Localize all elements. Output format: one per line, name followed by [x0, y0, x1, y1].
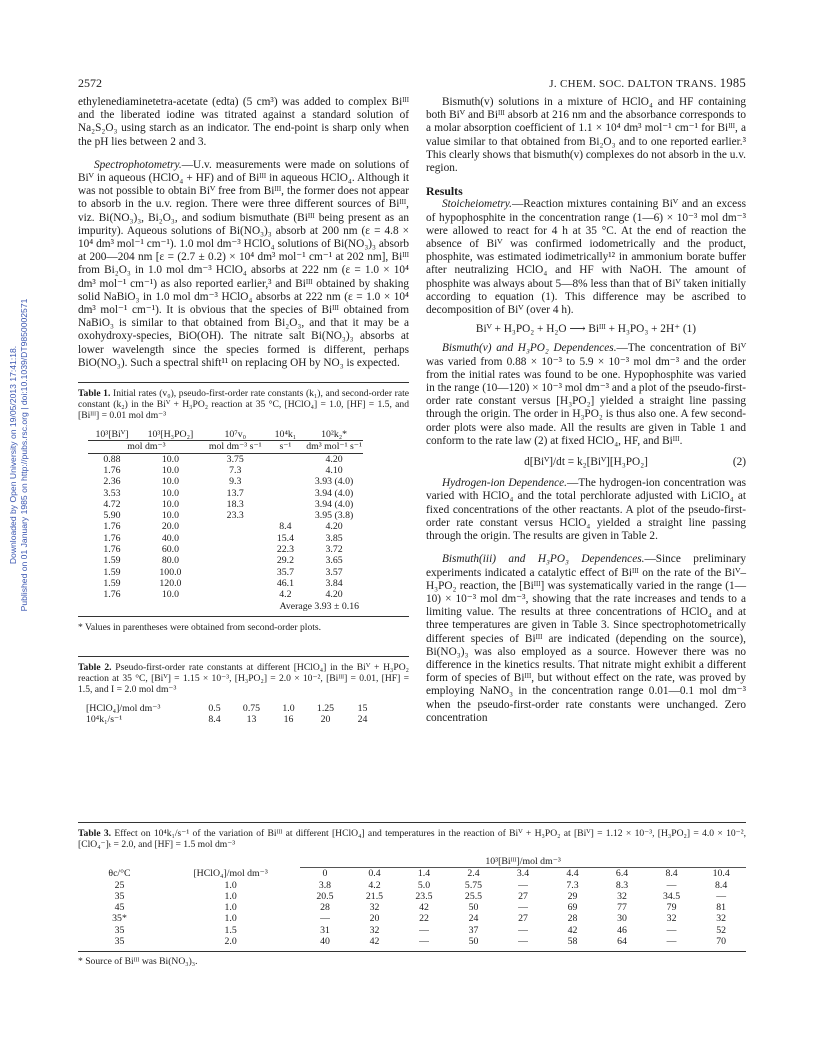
- table3-row-cell: 70: [716, 936, 727, 948]
- table3-row-cell: 35: [114, 936, 125, 948]
- table3-row-cell: 1.0: [224, 913, 237, 925]
- table1-row-cell: 3.57: [325, 566, 343, 578]
- table3-bi-header: 0.4: [350, 868, 400, 880]
- table1-row: [88, 488, 363, 499]
- table1-row-cell: 1.59: [103, 566, 121, 578]
- table1-row-cell: 7.3: [229, 464, 242, 476]
- table3-row-cell: —: [518, 924, 528, 936]
- table3-row-cell: 35: [114, 890, 125, 902]
- right-column: [426, 96, 746, 725]
- results-heading: Results: [426, 184, 463, 199]
- table1-row-cell: 3.85: [325, 532, 343, 544]
- table3-bi-header: 3.4: [498, 868, 548, 880]
- table3-row-cell: 25: [114, 879, 125, 891]
- table2-cell: 20: [320, 714, 331, 726]
- table2-caption: Table 2. Pseudo-first-order rate constants at different [HClO₄] in the Biⱽ + H₃PO₂ reaction at 35 °C, [Biⱽ] = 1.15 × 10⁻³, [H₃PO₂] = 2.0 × 10⁻², [Biᴵᴵᴵ] = 0.01, [HF] = 1.5, and I = 2.0 mol dm⁻³: [78, 662, 409, 696]
- table3-row-cell: 35*: [112, 913, 127, 925]
- table3-row-cell: 42: [419, 902, 429, 914]
- table1-row-cell: [205, 544, 266, 555]
- table3-row-cell: 28: [567, 913, 578, 925]
- table3-row-cell: —: [419, 936, 429, 948]
- table3-row-cell: 20: [369, 913, 380, 925]
- table1-row-cell: 3.94 (4.0): [314, 487, 354, 499]
- table3-bi-header: 0: [300, 868, 350, 880]
- table3-row-cell: 45: [114, 902, 125, 914]
- table3-row-cell: 40: [320, 936, 330, 948]
- table1-row-cell: 46.1: [276, 577, 294, 589]
- table3-row-cell: —: [518, 936, 528, 948]
- table3-row-cell: 29: [567, 890, 578, 902]
- page-number: 2572: [78, 76, 102, 90]
- table3-row-cell: 7.3: [566, 879, 579, 891]
- page-header: [78, 76, 746, 92]
- table3-row-cell: —: [320, 913, 330, 925]
- table3-row-cell: 8.4: [715, 879, 728, 891]
- table1: [88, 429, 363, 612]
- table3-row-cell: 77: [617, 902, 627, 914]
- table3-row-cell: 32: [666, 913, 677, 925]
- table1-row: [88, 510, 363, 521]
- section-heading: Spectrophotometry.: [94, 158, 182, 171]
- table3-row-cell: 52: [716, 924, 727, 936]
- table3-row-cell: 32: [369, 924, 380, 936]
- left-column: [78, 96, 409, 726]
- table1-row: [88, 453, 363, 465]
- table3-row: [78, 891, 746, 902]
- table1-row-cell: 120.0: [159, 577, 182, 589]
- table1-row-cell: 3.75: [226, 453, 244, 465]
- table1-row-cell: 1.76: [103, 544, 121, 556]
- table3-row-cell: 4.2: [368, 879, 381, 891]
- table1-header: 10²k₂*: [321, 429, 348, 441]
- table1-row-cell: 23.3: [226, 510, 244, 522]
- journal-name: J. CHEM. SOC. DALTON TRANS.: [549, 78, 717, 90]
- table3-row-cell: 2.0: [224, 936, 237, 948]
- table1-row-cell: 3.65: [325, 555, 343, 567]
- table1-row: [88, 465, 363, 476]
- table3-row-cell: 50: [468, 902, 479, 914]
- table3-row-cell: 79: [666, 902, 677, 914]
- table3-block: [78, 822, 746, 967]
- table1-row-cell: 0.88: [103, 453, 121, 465]
- table1-row-cell: 3.95 (3.8): [314, 510, 354, 522]
- table3-row-cell: 23.5: [415, 890, 433, 902]
- table3-row-cell: 5.75: [464, 879, 483, 891]
- table3-bi-header: 10.4: [696, 868, 746, 880]
- table3-row-cell: 35: [114, 924, 125, 936]
- table1-unit-row: [88, 441, 363, 453]
- table1-row-cell: [266, 488, 306, 499]
- table1-row: [88, 521, 363, 532]
- table3-row-cell: 3.8: [318, 879, 332, 891]
- equation-2: d[Biⱽ]/dt = k₂[Biⱽ][H₃PO₂] (2): [524, 456, 746, 469]
- table2-row: [86, 703, 381, 714]
- table1-unit: dm³ mol⁻¹ s⁻¹: [306, 441, 362, 453]
- table1-row-cell: 10.0: [161, 487, 179, 499]
- table3-bi-header: 1.4: [399, 868, 449, 880]
- table3-bi-header: 6.4: [597, 868, 647, 880]
- hydrogen-ion-paragraph: Hydrogen-ion Dependence.—The hydrogen-ion concentration was varied with HClO₄ and the total perchlorate adjusted with LiClO₄ at fixed concentrations of the other reactants. A plot of the pseudo-first-order rate constant versus HClO₄ yielded a straight line passing through the origin. The results are given in Table 2.: [426, 477, 746, 543]
- table3-row-cell: 31: [320, 924, 330, 936]
- table3-caption: Table 3. Effect on 10⁴k₁/s⁻¹ of the variation of Biᴵᴵᴵ at different [HClO₄] and temperatures in the reaction of Biⱽ + H₃PO₂ at [Biⱽ] = 1.12 × 10⁻³, [H₃PO₂] = 4.0 × 10⁻², [ClO₄⁻]ₜ = 2.0, and [HF] = 1.5 mol dm⁻³: [78, 828, 747, 850]
- table2: [86, 703, 381, 726]
- download-sidebar: [4, 250, 30, 650]
- table3-row-cell: 50: [468, 936, 479, 948]
- table1-row-cell: 1.76: [103, 521, 121, 533]
- table1-row-cell: 22.3: [276, 544, 294, 556]
- table2-row: [86, 714, 381, 725]
- table3-span-header: 10³[Biᴵᴵᴵ]/mol dm⁻³: [485, 856, 561, 867]
- table3-row-cell: 1.5: [224, 924, 237, 936]
- table1-header: 10⁴k₁: [274, 429, 297, 441]
- table3-footnote: * Source of Biᴵᴵᴵ was Bi(NO₃)₃.: [78, 956, 198, 968]
- table1-unit: mol dm⁻³ s⁻¹: [205, 441, 266, 453]
- table1-row-cell: 3.93 (4.0): [314, 476, 354, 488]
- table1-row: [88, 578, 363, 589]
- table3-row-cell: —: [518, 902, 528, 914]
- table3-row-cell: 28: [320, 902, 330, 914]
- table1-row-cell: 3.94 (4.0): [314, 498, 354, 510]
- table1-row-cell: 4.10: [325, 464, 343, 476]
- table1-row-cell: 8.4: [279, 521, 292, 533]
- table1-row: [88, 589, 363, 600]
- table3-row-cell: —: [666, 936, 677, 948]
- table3-row-cell: 64: [617, 936, 627, 948]
- table1-unit: mol dm⁻³: [88, 441, 205, 453]
- table3-row-cell: —: [666, 924, 677, 936]
- table1-row-cell: [205, 578, 266, 589]
- table1-row-cell: 4.20: [325, 453, 343, 465]
- table3: [78, 856, 746, 947]
- table1-row-cell: 60.0: [161, 544, 179, 556]
- table3-row-cell: —: [419, 924, 429, 936]
- table2-cell: 8.4: [208, 714, 221, 726]
- table3-bi-header: 4.4: [548, 868, 598, 880]
- equation-2-number: (2): [732, 456, 746, 469]
- table1-row-cell: 1.76: [103, 532, 121, 544]
- table1-row-cell: 9.3: [229, 476, 242, 488]
- table3-row-cell: 69: [567, 902, 578, 914]
- table1-row: [88, 499, 363, 510]
- table3-row-cell: 25.5: [464, 890, 483, 902]
- table3-row-cell: 24: [468, 913, 479, 925]
- table1-row-cell: 20.0: [161, 521, 179, 533]
- journal-header: [549, 76, 746, 91]
- table3-row-cell: 30: [617, 913, 627, 925]
- table2-cell: 24: [357, 714, 368, 726]
- stoicheiometry-paragraph: Stoicheiometry.—Reaction mixtures containing Biⱽ and an excess of hypophosphite in the concentration range (1—6) × 10⁻³ mol dm⁻³ were allowed to react for 4 h at 35 °C. At the end of reaction the absence of Biⱽ was confirmed iodometrically and the product, phosphite, was estimated iodimetrically¹² in ammonium borate buffer after neutralizing HClO₄ and HF with NaOH. The amount of phosphite was always about 5—8% less than that of Biⱽ taken initially according to equation (1). This difference may be ascribed to decomposition of Biⱽ (over 4 h).: [426, 198, 746, 317]
- left-paragraph-1: ethylenediaminetetra-acetate (edta) (5 cm³) was added to complex Biᴵᴵᴵ and the liberated iodine was titrated against a standard solution of Na₂S₂O₃ using starch as an indicator. The end-point is sharp only when the pH lies between 2 and 3.: [78, 96, 409, 148]
- table1-row-cell: 13.7: [226, 487, 244, 499]
- table1-row-cell: [205, 533, 266, 544]
- table3-row-cell: 46: [617, 924, 627, 936]
- table1-row-cell: [205, 555, 266, 566]
- table1-row-cell: 10.0: [161, 498, 179, 510]
- download-notice: Downloaded by Open University on 19/05/2013 17:41:18.: [8, 345, 18, 565]
- table3-row-cell: 27: [518, 890, 528, 902]
- table1-row-cell: 4.2: [279, 589, 292, 601]
- table1-row-cell: 1.59: [103, 577, 121, 589]
- table1-row-cell: 2.36: [103, 476, 121, 488]
- table1-row-cell: 10.0: [161, 464, 179, 476]
- table3-row-cell: 42: [369, 936, 380, 948]
- table2-cell: 0.5: [208, 703, 221, 715]
- publication-notice-link[interactable]: Published on 01 January 1985 on http://pubs.rsc.org | doi:10.1039/DT9850002571: [19, 298, 29, 612]
- table1-row-cell: 4.20: [325, 589, 343, 601]
- table3-bi-header: 8.4: [647, 868, 697, 880]
- table1-header-row: [88, 429, 363, 441]
- table3-row-cell: 22: [419, 913, 429, 925]
- table2-cell: 0.75: [242, 703, 261, 715]
- table1-row-cell: [266, 499, 306, 510]
- table1-row-cell: 40.0: [161, 532, 179, 544]
- table1-row-cell: [266, 453, 306, 465]
- table2-cell: 15: [357, 703, 368, 715]
- table1-caption: Table 1. Initial rates (v₀), pseudo-first-order rate constants (k₁), and second-order rate constant (k₂) in the Biⱽ + H₃PO₂ reaction at 35 °C, [HClO₄] = 1.0, [HF] = 1.5, and [Biᴵᴵᴵ] = 0.01 mol dm⁻³: [78, 388, 409, 422]
- table1-row-cell: 1.76: [103, 464, 121, 476]
- table3-row-cell: 5.0: [417, 879, 431, 891]
- table1-row: [88, 476, 363, 487]
- table1-row: [88, 544, 363, 555]
- table1-row-cell: [266, 465, 306, 476]
- table1-row-cell: [205, 567, 266, 578]
- table3-row: [78, 913, 746, 924]
- table1-header: 10³[Biⱽ]: [95, 429, 129, 441]
- table3-row-cell: 8.3: [615, 879, 629, 891]
- table3-row-cell: 1.0: [224, 879, 237, 891]
- table3-body: [78, 880, 746, 948]
- table3-row-cell: 37: [468, 924, 479, 936]
- table1-row-cell: 10.0: [161, 589, 179, 601]
- bismuth-v-paragraph: Bismuth(v) and H₃PO₂ Dependences.—The concentration of Biⱽ was varied from 0.88 × 10⁻³ to 5.9 × 10⁻³ mol dm⁻³ and the order from the initial rates was found to be one. Hypophosphite was varied in the range (10—120) × 10⁻³ mol dm⁻³ and a plot of the pseudo-first-order rate constant versus [H₃PO₂] yielded a straight line passing through the origin. The order in H₃PO₂ is thus also one. A few second-order plots were also made. All the results are given in Table 1 and conform to the rate law (2) at fixed HClO₄, HF, and Biᴵᴵᴵ.: [426, 342, 746, 447]
- table3-col-header: θc/°C: [108, 868, 131, 880]
- table1-row: [88, 533, 363, 544]
- table1-row-cell: 35.7: [276, 566, 294, 578]
- equation-1: Biⱽ + H₃PO₂ + H₂O ⟶ Biᴵᴵᴵ + H₃PO₃ + 2H⁺ (1): [475, 323, 697, 336]
- table3-row: [78, 925, 746, 936]
- bismuth-iii-paragraph: Bismuth(iii) and H₃PO₃ Dependences.—Since preliminary experiments indicated a catalytic effect of Biᴵᴵᴵ on the rate of the Biⱽ–H₃PO₂ reaction, the [Biᴵᴵᴵ] was systematically varied in the range (1—10) × 10⁻³ mol dm⁻³, showing that the rate increases and tends to a limiting value. The results at three concentrations of HClO₄ and at three temperatures are given in Table 3. Since spectrophotometrically different species of Biᴵᴵᴵ are indicated (depending on the source), Bi(NO₃)₃ was also employed as a source. However there was no difference in the kinetics results. That nitrate might exhibit a different form of species of Biᴵᴵᴵ, but without effect on the rate, was proved by employing NaNO₃ in the concentration range 0.01—0.1 mol dm⁻³ when the pseudo-first-order rate constants were unchanged. Zero concentration: [426, 553, 746, 724]
- table2-row-label: 10⁴k₁/s⁻¹: [86, 714, 123, 726]
- table1-average: Average 3.93 ± 0.16: [279, 600, 359, 612]
- table1-row-cell: 18.3: [226, 498, 244, 510]
- table1-row-cell: 15.4: [276, 532, 294, 544]
- table3-row-cell: 58: [567, 936, 578, 948]
- spectrophotometry-paragraph: Spectrophotometry.—U.v. measurements were made on solutions of Biⱽ in aqueous (HClO₄ + HF) and of Biᴵᴵᴵ in aqueous HClO₄. Although it was not possible to obtain Biⱽ free from Biᴵᴵᴵ, the former does not appear to absorb in the u.v. region. There were three different sources of Biᴵᴵᴵ, viz. Bi(NO₃)₃, Bi₂O₃, and sodium bismuthate (Biᴵᴵᴵ being present as an impurity). Aqueous solutions of Bi(NO₃)₃ absorb at 200 nm (ε = 4.8 × 10⁴ dm³ mol⁻¹ cm⁻¹). 1.0 mol dm⁻³ HClO₄ solutions of Bi(NO₃)₃ absorb at 200—204 nm [ε = (2.7 ± 0.2) × 10⁴ dm³ mol⁻¹ cm⁻¹ at 202 nm], Biᴵᴵᴵ from Bi₂O₃ in 1.0 mol dm⁻³ HClO₄ absorbs at 222 nm (ε = 1.0 × 10⁴ dm³ mol⁻¹ cm⁻¹) as also reported earlier,³ and Biᴵᴵᴵ obtained by shaking solid NaBiO₃ in 1.0 mol dm⁻³ HClO₄ absorbs at 222 nm (ε = 1.0 × 10⁴ dm³ mol⁻¹ cm⁻¹). It is obvious that the species of Biᴵᴵᴵ obtained from NaBiO₃ is similar to that obtained from Bi₂O₃, and that it may be a oxohydroxy-species, BiO(OH). The nitrate salt Bi(NO₃)₃ absorbs at lower wavelength since the species formed is different, perhaps BiO(NO₃). Such a spectral shift¹¹ on replacing OH by NO₃ is expected.: [78, 158, 409, 369]
- table2-cell: 13: [246, 714, 257, 726]
- table3-row-cell: 21.5: [365, 890, 384, 902]
- table1-row-cell: 10.0: [161, 510, 179, 522]
- table3-row-cell: 81: [716, 902, 727, 914]
- right-paragraph-1: Bismuth(v) solutions in a mixture of HClO₄ and HF containing both Biⱽ and Biᴵᴵᴵ absorb at 216 nm and the absorbance corresponds to a molar absorption coefficient of 1.1 × 10⁴ dm³ mol⁻¹ cm⁻¹ for Biᴵᴵᴵ, a value similar to that obtained from Bi₂O₃ and to one reported earlier.³ This clearly shows that bismuth(v) complexes do not absorb in the u.v. region.: [426, 96, 746, 175]
- table1-row-cell: 3.84: [325, 577, 343, 589]
- table2-row-label: [HClO₄]/mol dm⁻³: [86, 703, 161, 715]
- table1-header: 10⁷v₀: [224, 429, 247, 441]
- table1-row-cell: 10.0: [161, 453, 179, 465]
- table3-row-cell: —: [518, 879, 528, 891]
- table3-col-header: [HClO₄]/mol dm⁻³: [193, 868, 268, 880]
- table1-row-cell: 3.53: [103, 487, 121, 499]
- table1-footnote: * Values in parentheses were obtained from second-order plots.: [78, 621, 322, 633]
- table2-cell: 1.0: [282, 703, 295, 715]
- table1-row-cell: 29.2: [276, 555, 294, 567]
- table3-row-cell: 34.5: [662, 890, 681, 902]
- table1-row-cell: 100.0: [159, 566, 182, 578]
- table1-row-cell: 4.20: [325, 521, 343, 533]
- table1-row-cell: [205, 521, 266, 532]
- table1-row-cell: 5.90: [103, 510, 121, 522]
- table1-row-cell: [266, 510, 306, 521]
- table3-row-cell: 1.0: [224, 902, 237, 914]
- table3-row-cell: 20.5: [316, 890, 334, 902]
- table1-header: 10³[H₃PO₂]: [147, 429, 194, 441]
- table2-cell: 1.25: [316, 703, 335, 715]
- table3-row: [78, 880, 746, 891]
- table1-row: [88, 555, 363, 566]
- table3-bi-header: 2.4: [449, 868, 499, 880]
- table3-row: [78, 936, 746, 947]
- table1-row-cell: 10.0: [161, 476, 179, 488]
- table3-row-cell: 1.0: [224, 890, 237, 902]
- journal-year: 1985: [719, 76, 746, 90]
- table1-row-cell: [205, 589, 266, 600]
- table1-row-cell: 1.76: [103, 589, 121, 601]
- table3-row-cell: 27: [518, 913, 528, 925]
- table1-row-cell: 1.59: [103, 555, 121, 567]
- table3-row-cell: 32: [369, 902, 380, 914]
- table3-row-cell: 32: [716, 913, 727, 925]
- table1-row-cell: 3.72: [325, 544, 343, 556]
- table3-row: [78, 902, 746, 913]
- table3-row-cell: —: [666, 879, 677, 891]
- table3-row-cell: 32: [617, 890, 627, 902]
- table3-header-row: [78, 868, 746, 880]
- table3-row-cell: —: [716, 890, 727, 902]
- table2-cell: 16: [283, 714, 294, 726]
- table1-row-cell: 80.0: [161, 555, 179, 567]
- table1-row: [88, 567, 363, 578]
- table1-body: [88, 453, 363, 600]
- table1-row-cell: 4.72: [103, 498, 121, 510]
- table1-row-cell: [266, 476, 306, 487]
- table3-row-cell: 42: [567, 924, 578, 936]
- table1-unit: s⁻¹: [266, 441, 306, 453]
